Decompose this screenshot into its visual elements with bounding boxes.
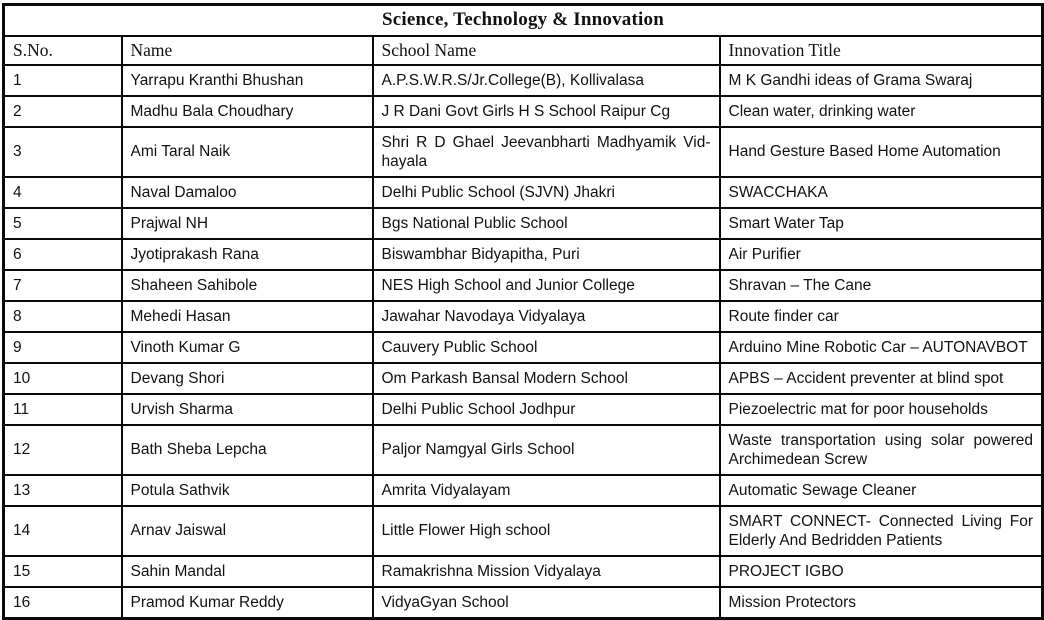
cell-sno: 9	[4, 332, 122, 363]
cell-innovation: Mission Protectors	[720, 587, 1043, 619]
cell-name: Sahin Mandal	[122, 556, 373, 587]
innovation-table	[2, 3, 1044, 620]
table-row	[4, 425, 1043, 475]
table-row	[4, 239, 1043, 270]
cell-school: VidyaGyan School	[373, 587, 720, 619]
cell-school: Om Parkash Bansal Modern School	[373, 363, 720, 394]
table-row	[4, 475, 1043, 506]
cell-name: Shaheen Sahibole	[122, 270, 373, 301]
cell-name: Vinoth Kumar G	[122, 332, 373, 363]
cell-sno: 12	[4, 425, 122, 475]
column-header-school: School Name	[373, 36, 720, 65]
cell-innovation: Waste transportation using solar powered Archimedean Screw	[720, 425, 1043, 475]
cell-name: Pramod Kumar Reddy	[122, 587, 373, 619]
table-row	[4, 506, 1043, 556]
cell-innovation: Arduino Mine Robotic Car – AUTONAVBOT	[720, 332, 1043, 363]
cell-name: Bath Sheba Lepcha	[122, 425, 373, 475]
cell-school: Biswambhar Bidyapitha, Puri	[373, 239, 720, 270]
cell-school: Bgs National Public School	[373, 208, 720, 239]
cell-innovation: Shravan – The Cane	[720, 270, 1043, 301]
table-row	[4, 394, 1043, 425]
cell-name: Madhu Bala Choudhary	[122, 96, 373, 127]
cell-school: Jawahar Navodaya Vidyalaya	[373, 301, 720, 332]
table-row	[4, 556, 1043, 587]
cell-innovation: Smart Water Tap	[720, 208, 1043, 239]
cell-sno: 13	[4, 475, 122, 506]
table-row	[4, 301, 1043, 332]
cell-sno: 7	[4, 270, 122, 301]
cell-name: Jyotiprakash Rana	[122, 239, 373, 270]
header-row	[4, 36, 1043, 65]
table-row	[4, 363, 1043, 394]
cell-innovation: Hand Gesture Based Home Automation	[720, 127, 1043, 177]
cell-sno: 2	[4, 96, 122, 127]
cell-name: Ami Taral Naik	[122, 127, 373, 177]
column-header-name: Name	[122, 36, 373, 65]
table-title: Science, Technology & Innovation	[4, 5, 1043, 36]
cell-sno: 15	[4, 556, 122, 587]
cell-innovation: Clean water, drinking water	[720, 96, 1043, 127]
title-row	[4, 5, 1043, 36]
cell-innovation: M K Gandhi ideas of Grama Swaraj	[720, 65, 1043, 96]
cell-sno: 1	[4, 65, 122, 96]
cell-sno: 16	[4, 587, 122, 619]
table-row	[4, 332, 1043, 363]
table-row	[4, 96, 1043, 127]
column-header-sno: S.No.	[4, 36, 122, 65]
table-row	[4, 177, 1043, 208]
cell-name: Naval Damaloo	[122, 177, 373, 208]
cell-school: NES High School and Junior College	[373, 270, 720, 301]
cell-sno: 10	[4, 363, 122, 394]
cell-innovation: Air Purifier	[720, 239, 1043, 270]
table-row	[4, 208, 1043, 239]
cell-school: A.P.S.W.R.S/Jr.College(B), Kollivalasa	[373, 65, 720, 96]
cell-name: Devang Shori	[122, 363, 373, 394]
cell-name: Potula Sathvik	[122, 475, 373, 506]
cell-sno: 11	[4, 394, 122, 425]
cell-sno: 5	[4, 208, 122, 239]
cell-name: Arnav Jaiswal	[122, 506, 373, 556]
cell-school: Delhi Public School Jodhpur	[373, 394, 720, 425]
cell-school: Ramakrishna Mission Vidyalaya	[373, 556, 720, 587]
cell-sno: 6	[4, 239, 122, 270]
cell-innovation: APBS – Accident preventer at blind spot	[720, 363, 1043, 394]
cell-innovation: PROJECT IGBO	[720, 556, 1043, 587]
table-row	[4, 65, 1043, 96]
cell-innovation: SWACCHAKA	[720, 177, 1043, 208]
table-head	[4, 5, 1043, 65]
cell-school: Paljor Namgyal Girls School	[373, 425, 720, 475]
cell-school: J R Dani Govt Girls H S School Raipur Cg	[373, 96, 720, 127]
cell-school: Amrita Vidyalayam	[373, 475, 720, 506]
cell-sno: 8	[4, 301, 122, 332]
cell-innovation: Automatic Sewage Cleaner	[720, 475, 1043, 506]
column-header-innovation: Innovation Title	[720, 36, 1043, 65]
cell-name: Urvish Sharma	[122, 394, 373, 425]
table-row	[4, 127, 1043, 177]
cell-school: Delhi Public School (SJVN) Jhakri	[373, 177, 720, 208]
table-row	[4, 587, 1043, 619]
cell-sno: 4	[4, 177, 122, 208]
cell-name: Yarrapu Kranthi Bhushan	[122, 65, 373, 96]
cell-school: Little Flower High school	[373, 506, 720, 556]
cell-school: Cauvery Public School	[373, 332, 720, 363]
cell-sno: 3	[4, 127, 122, 177]
cell-innovation: Piezoelectric mat for poor households	[720, 394, 1043, 425]
cell-name: Prajwal NH	[122, 208, 373, 239]
cell-school: Shri R D Ghael Jeevanbharti Madhyamik Vid-hayala	[373, 127, 720, 177]
cell-innovation: Route finder car	[720, 301, 1043, 332]
cell-innovation: SMART CONNECT- Connected Living For Elderly And Bedridden Patients	[720, 506, 1043, 556]
table-body	[4, 65, 1043, 619]
table-row	[4, 270, 1043, 301]
cell-sno: 14	[4, 506, 122, 556]
cell-name: Mehedi Hasan	[122, 301, 373, 332]
